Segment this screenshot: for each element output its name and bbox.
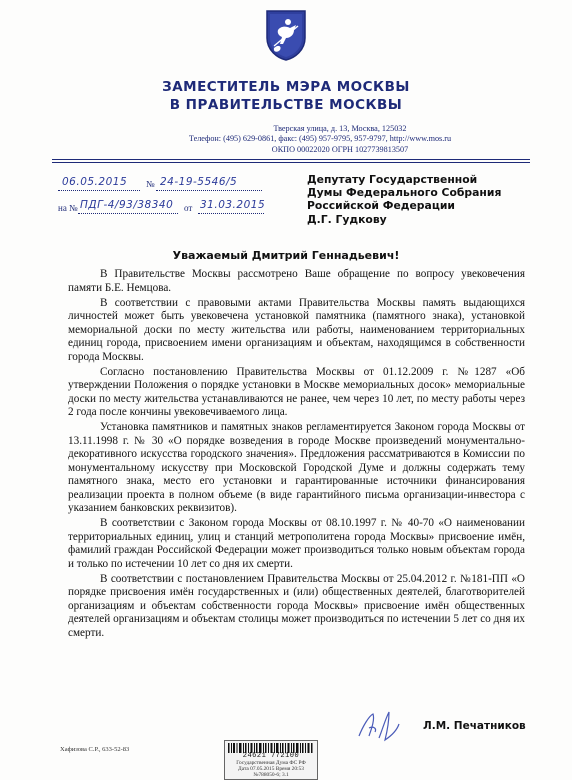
addressee-line: Думы Федерального Собрания [307, 186, 502, 200]
body-paragraph: В Правительстве Москвы рассмотрено Ваше обращение по вопросу увековечения памяти Б.Е. Немцова. [68, 268, 525, 294]
reference-number: ПДГ-4/93/38340 [80, 199, 174, 211]
date-underline [58, 190, 140, 191]
addressee-block [307, 173, 501, 226]
number-label: № [146, 179, 155, 189]
letterhead-title-line1: ЗАМЕСТИТЕЛЬ МЭРА МОСКВЫ [162, 79, 410, 95]
letterhead-codes: ОКПО 00022020 ОГРН 1027739813507 [271, 145, 409, 154]
body-paragraph: В соответствии с правовыми актами Правительства Москвы память выдающихся личностей может быть увековечена установкой памятника (памятного знака), установкой мемориальной доски по месту жительства или работы, наименованием территориальных единиц города, присвоением имени организациям и объектам, находящимся в собственности города Москвы. [68, 296, 525, 363]
body-paragraph: В соответствии с Законом города Москвы от 08.10.1997 г. № 40-70 «О наименовании территориальных единиц, улиц и станций метрополитена города Москвы» присвоение имён, фамилий граждан Российской Федерации может производиться только новым объектам города и только по истечении 10 лет со дня их смерти. [68, 517, 525, 570]
addressee-line: Российской Федерации [307, 199, 455, 213]
letter-body [68, 268, 525, 642]
reference-date-underline [198, 213, 264, 214]
addressee-line: Депутату Государственной [307, 173, 478, 186]
addressee-name: Д.Г. Гудкову [307, 212, 387, 226]
letterhead-address: Тверская улица, д. 13, Москва, 125032 [273, 124, 407, 133]
stamp-organization: Государственная Дума ФС РФ [236, 760, 306, 766]
reference-underline [78, 213, 178, 214]
letterhead-divider [52, 162, 530, 163]
signatory-name: Л.М. Печатников [423, 720, 526, 732]
salutation: Уважаемый Дмитрий Геннадьевич! [172, 249, 400, 262]
stamp-number: 24621 772100 [242, 752, 300, 760]
letterhead-divider [52, 159, 530, 160]
body-paragraph: Согласно постановлению Правительства Москвы от 01.12.2009 г. №1287 «Об утверждении Положения о порядке установки в Москве мемориальных досок» мемориальные доски по месту жительства устанавливаются не ранее, чем через 10 лет, по месту работы через 2 года после кончины увековечиваемого лица. [68, 365, 525, 418]
registration-stamp [224, 740, 318, 780]
handwritten-signature [355, 706, 403, 746]
number-underline [156, 190, 262, 191]
reference-from-label: от [184, 203, 193, 213]
body-paragraph: Установка памятников и памятных знаков регламентируется Законом города Москвы от 13.11.1998 г. № 30 «О порядке возведения в городе Москве произведений монументально-декоративного искусства городского значения». Предложения рассматриваются в Комиссии по монументальному искусству при Московской Городской Думе и должны содержать тему памятного знака, место его установки и гарантированные источники финансирования реализации проекта в полном объеме (в виде гарантийного письма организации-инвестора с указанием банковских реквизитов). [68, 421, 525, 514]
outgoing-number: 24-19-5546/5 [160, 176, 238, 188]
letterhead-contacts: Телефон: (495) 629-0861, факс: (495) 957-9795, 957-9797, http://www.mos.ru [188, 134, 452, 143]
reference-date: 31.03.2015 [200, 199, 266, 211]
outgoing-date: 06.05.2015 [62, 176, 128, 188]
stamp-reg-number: №788050-6; 3.1 [253, 772, 289, 778]
letterhead-title-line2: В ПРАВИТЕЛЬСТВЕ МОСКВЫ [169, 97, 403, 113]
executor-info: Хафизова С.Р., 633-52-83 [60, 746, 130, 753]
moscow-coat-of-arms-icon [264, 8, 308, 62]
stamp-datetime: Дата 07.05.2015 Время 20:53 [238, 766, 304, 772]
reference-label: на № [58, 203, 78, 213]
body-paragraph: В соответствии с постановлением Правительства Москвы от 25.04.2012 г. №181-ПП «О порядке присвоения имён государственных и (или) общественных деятелей, благотворителей организациям и объектам собственности города Москвы» присвоение имён общественных деятелей организациям и объектам столицы может производиться по истечении 5 лет со дня их смерти. [68, 572, 525, 639]
